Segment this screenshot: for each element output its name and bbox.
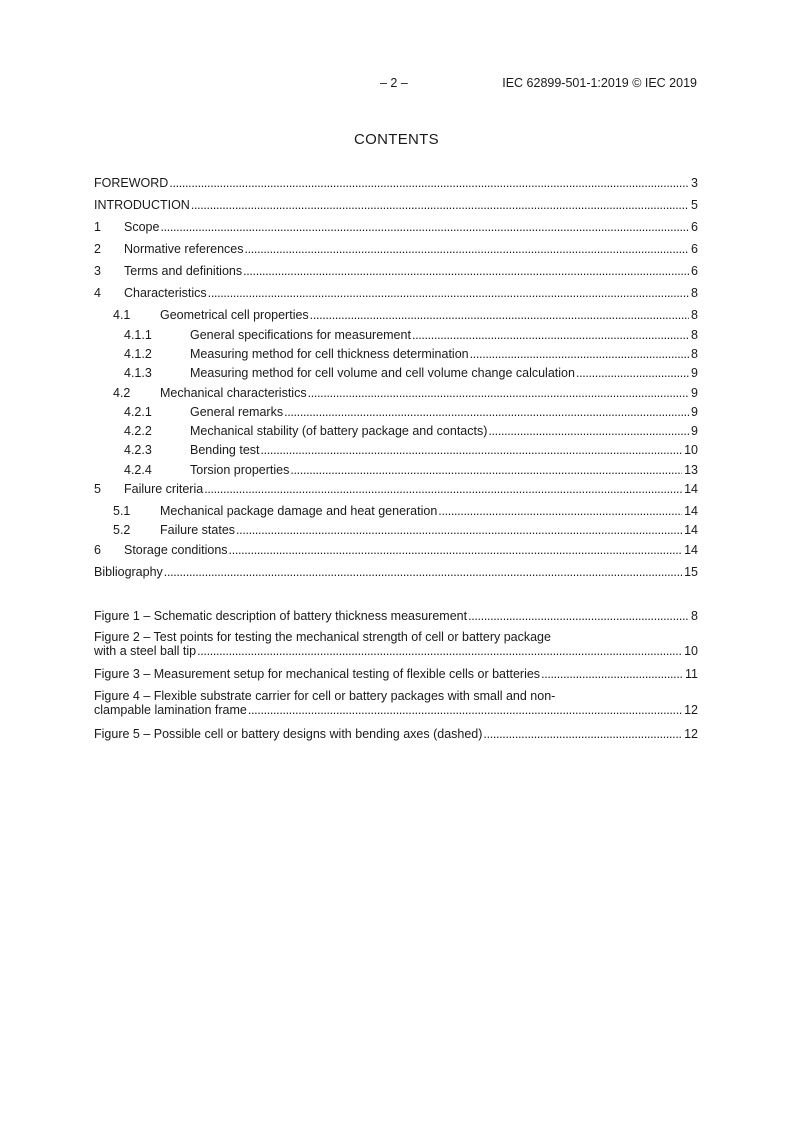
document-id: IEC 62899-501-1:2019 © IEC 2019 [502, 76, 697, 90]
dot-leader [248, 703, 682, 717]
toc-entry-number: 5.1 [113, 504, 131, 518]
toc-entry-page: 8 [691, 347, 698, 361]
figure-entry-page: 11 [685, 667, 698, 681]
dot-leader [412, 327, 689, 343]
toc-entry-number: 3 [94, 264, 101, 278]
toc-entry-label: Bibliography [94, 565, 163, 579]
dot-leader [229, 542, 683, 558]
dot-leader [308, 385, 689, 401]
toc-entry-page: 14 [684, 523, 698, 537]
toc-entry-number: 4 [94, 286, 101, 300]
dot-leader [191, 197, 689, 213]
toc-entry-introduction[interactable] [94, 197, 698, 213]
toc-entry-geometrical-cell-properties[interactable] [113, 307, 698, 323]
toc-entry-number: 6 [94, 543, 101, 557]
toc-entry-page: 9 [691, 386, 698, 400]
toc-entry-page: 6 [691, 220, 698, 234]
toc-entry-scope[interactable] [94, 219, 698, 235]
figure-entry-3[interactable] [94, 666, 698, 682]
toc-entry-general-remarks[interactable] [124, 404, 698, 420]
figure-entry-label: Figure 1 – Schematic description of battery thickness measurement [94, 609, 468, 623]
toc-entry-number: 4.2.4 [124, 463, 152, 477]
figure-entry-page: 8 [691, 609, 698, 623]
figure-entry-label-line1: Figure 2 – Test points for testing the mechanical strength of cell or battery package [94, 630, 551, 644]
toc-entry-label: Measuring method for cell volume and cell volume change calculation [190, 366, 575, 380]
toc-entry-label: Scope [124, 220, 160, 234]
figure-entry-5[interactable] [94, 726, 698, 742]
toc-entry-package-damage[interactable] [113, 503, 698, 519]
toc-entry-page: 14 [684, 504, 698, 518]
toc-entry-foreword[interactable] [94, 175, 698, 191]
dot-leader [236, 522, 682, 538]
toc-entry-normative-references[interactable] [94, 241, 698, 257]
toc-entry-number: 4.1.1 [124, 328, 152, 342]
figure-entry-label-line1: Figure 4 – Flexible substrate carrier for cell or battery packages with small and non- [94, 689, 556, 703]
toc-entry-mechanical-characteristics[interactable] [113, 385, 698, 401]
toc-entry-page: 8 [691, 308, 698, 322]
figure-entry-2[interactable] [94, 630, 698, 660]
toc-entry-label: Mechanical package damage and heat generation [160, 504, 438, 518]
toc-entry-number: 4.1.2 [124, 347, 152, 361]
dot-leader [243, 263, 689, 279]
toc-entry-label: General specifications for measurement [190, 328, 411, 342]
toc-entry-label: Storage conditions [124, 543, 228, 557]
toc-entry-failure-criteria[interactable] [94, 481, 698, 497]
figure-entry-1[interactable] [94, 608, 698, 624]
dot-leader [438, 503, 682, 519]
page-number: – 2 – [380, 76, 408, 90]
toc-entry-general-specifications[interactable] [124, 327, 698, 343]
toc-entry-label: Torsion properties [190, 463, 290, 477]
dot-leader [290, 462, 682, 478]
dot-leader [197, 644, 682, 658]
toc-entry-page: 6 [691, 242, 698, 256]
toc-entry-label: Characteristics [124, 286, 207, 300]
toc-entry-label: General remarks [190, 405, 284, 419]
toc-entry-bibliography[interactable] [94, 564, 698, 580]
toc-entry-failure-states[interactable] [113, 522, 698, 538]
dot-leader [204, 481, 682, 497]
toc-entry-number: 4.1 [113, 308, 131, 322]
toc-entry-page: 14 [684, 482, 698, 496]
toc-entry-storage-conditions[interactable] [94, 542, 698, 558]
toc-entry-label: Mechanical stability (of battery package and contacts) [190, 424, 488, 438]
toc-entry-page: 6 [691, 264, 698, 278]
toc-entry-page: 14 [684, 543, 698, 557]
toc-entry-label: Geometrical cell properties [160, 308, 309, 322]
dot-leader [541, 666, 683, 682]
toc-entry-page: 9 [691, 424, 698, 438]
toc-entry-page: 8 [691, 286, 698, 300]
figure-entry-page: 10 [684, 644, 698, 658]
toc-entry-label: Failure states [160, 523, 236, 537]
dot-leader [576, 365, 689, 381]
toc-entry-label: Failure criteria [124, 482, 204, 496]
toc-entry-page: 13 [684, 463, 698, 477]
toc-entry-label: Bending test [190, 443, 260, 457]
toc-entry-bending-test[interactable] [124, 442, 698, 458]
toc-entry-page: 9 [691, 366, 698, 380]
figure-entry-label-line2: with a steel ball tip [94, 644, 197, 658]
dot-leader [261, 442, 683, 458]
toc-entry-number: 4.2.3 [124, 443, 152, 457]
toc-entry-label: Normative references [124, 242, 244, 256]
toc-entry-number: 2 [94, 242, 101, 256]
figure-entry-page: 12 [684, 703, 698, 717]
dot-leader [310, 307, 689, 323]
toc-entry-terms-and-definitions[interactable] [94, 263, 698, 279]
figure-entry-page: 12 [684, 727, 698, 741]
toc-entry-page: 15 [684, 565, 698, 579]
dot-leader [164, 564, 682, 580]
page-title: CONTENTS [354, 131, 439, 148]
toc-entry-number: 4.2.1 [124, 405, 152, 419]
page-header [0, 76, 793, 92]
figure-entry-4[interactable] [94, 689, 698, 719]
toc-entry-label: Measuring method for cell thickness determination [190, 347, 469, 361]
toc-entry-page: 3 [691, 176, 698, 190]
toc-entry-page: 8 [691, 328, 698, 342]
dot-leader [488, 423, 689, 439]
dot-leader [483, 726, 682, 742]
toc-entry-characteristics[interactable] [94, 285, 698, 301]
toc-entry-torsion-properties[interactable] [124, 462, 698, 478]
toc-entry-page: 9 [691, 405, 698, 419]
toc-entry-number: 4.2.2 [124, 424, 152, 438]
toc-entry-label: INTRODUCTION [94, 198, 190, 212]
dot-leader [160, 219, 689, 235]
toc-entry-label: FOREWORD [94, 176, 169, 190]
dot-leader [169, 175, 689, 191]
toc-entry-number: 4.2 [113, 386, 131, 400]
toc-entry-cell-volume-method[interactable] [124, 365, 698, 381]
toc-entry-mechanical-stability[interactable] [124, 423, 698, 439]
figure-entry-label: Figure 3 – Measurement setup for mechanical testing of flexible cells or batteries [94, 667, 541, 681]
toc-entry-number: 1 [94, 220, 101, 234]
figure-entry-label: Figure 5 – Possible cell or battery designs with bending axes (dashed) [94, 727, 483, 741]
dot-leader [284, 404, 689, 420]
toc-entry-cell-thickness-method[interactable] [124, 346, 698, 362]
toc-entry-number: 5.2 [113, 523, 131, 537]
dot-leader [470, 346, 689, 362]
dot-leader [245, 241, 690, 257]
toc-entry-number: 5 [94, 482, 101, 496]
toc-entry-label: Mechanical characteristics [160, 386, 307, 400]
toc-entry-page: 5 [691, 198, 698, 212]
dot-leader [208, 285, 689, 301]
toc-entry-page: 10 [684, 443, 698, 457]
dot-leader [468, 608, 689, 624]
figure-entry-label-line2: clampable lamination frame [94, 703, 247, 717]
toc-entry-number: 4.1.3 [124, 366, 152, 380]
toc-entry-label: Terms and definitions [124, 264, 243, 278]
